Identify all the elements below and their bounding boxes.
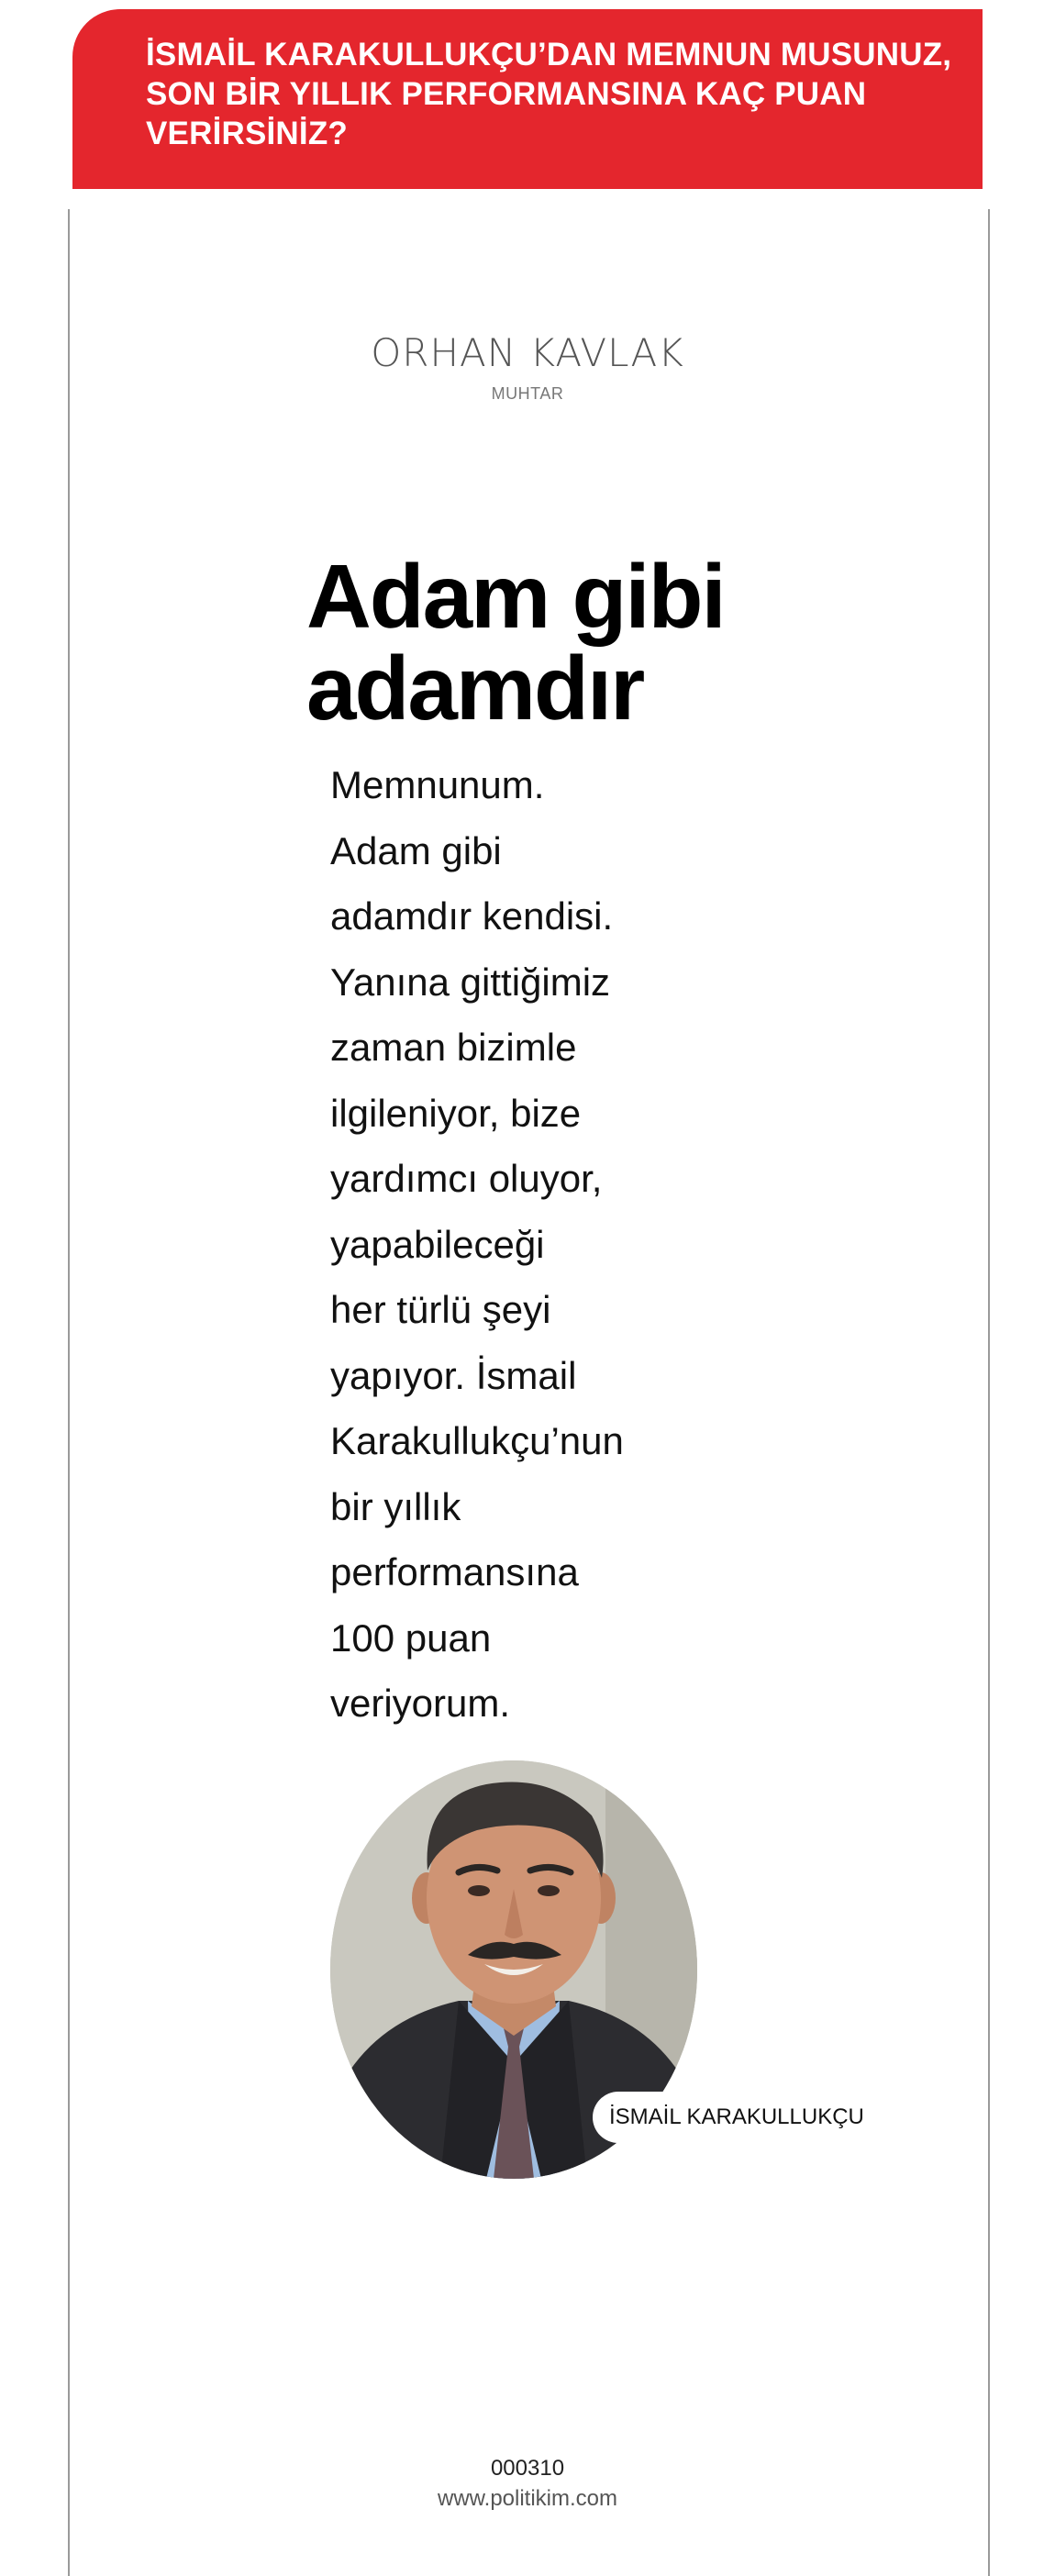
footer-url: www.politikim.com [437,2486,618,2511]
body-line: yapıyor. İsmail [330,1353,577,1397]
body-line: performansına [330,1550,579,1593]
body-line: Karakullukçu’nun [330,1419,624,1462]
body-line: yardımcı oluyor, [330,1157,603,1200]
body-line: veriyorum. [330,1682,511,1725]
body-line: her türlü şeyi [330,1288,551,1331]
body-line: zaman bizimle [330,1026,577,1069]
footer-code: 000310 [490,2456,565,2481]
body-line: 100 puan [330,1616,492,1660]
question-banner [72,9,983,189]
article-body [330,752,661,1737]
body-line: adamdır kendisi. [330,894,614,938]
body-line: Memnunum. [330,763,545,806]
photo-caption: İSMAİL KARAKULLUKÇU [593,2092,883,2143]
body-line: bir yıllık [330,1484,461,1528]
body-line: Yanına gittiğimiz [330,960,611,1004]
question-text: İSMAİL KARAKULLUKÇU’DAN MEMNUN MUSUNUZ, SON BİR YILLIK PERFORMANSINA KAÇ PUAN VERİRSİNİZ? [146,37,952,151]
respondent-role: MUHTAR [491,384,564,403]
article-headline: Adam gibi adamdır [306,546,725,738]
body-line: Adam gibi [330,828,502,872]
body-line: ilgileniyor, bize [330,1091,582,1135]
body-line: yapabileceği [330,1222,545,1266]
respondent-name: ORHAN KAVLAK [371,330,684,375]
